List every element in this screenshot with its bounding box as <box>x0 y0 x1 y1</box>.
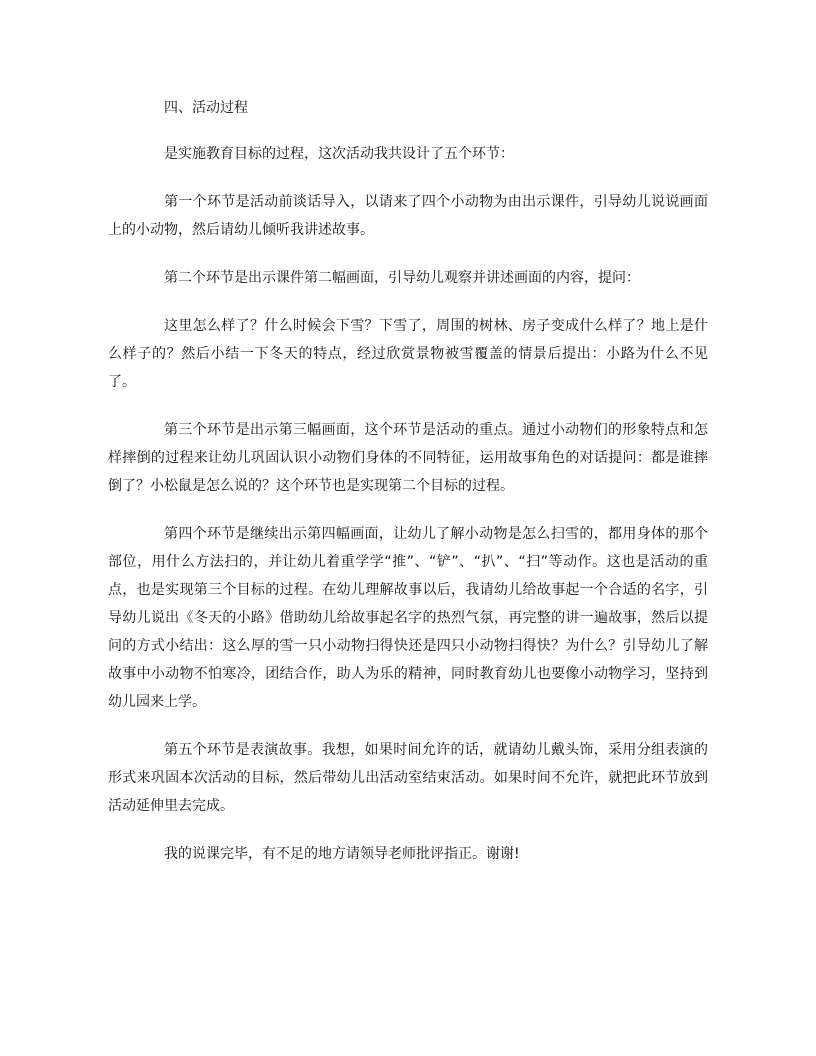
paragraph-intro: 是实施教育目标的过程，这次活动我共设计了五个环节： <box>164 146 514 162</box>
paragraph-step-five: 第五个环节是表演故事。我想，如果时间允许的话，就请幼儿戴头饰，采用分组表演的形式来巩固本次活动的目标，然后带幼儿出活动室结束活动。如果时间不允许，就把此环节放到活动延伸里去完成。 <box>108 742 708 814</box>
paragraph-step-two: 第二个环节是出示课件第二幅画面，引导幼儿观察并讲述画面的内容，提问： <box>164 270 640 286</box>
paragraph-questions: 这里怎么样了？什么时候会下雪？下雪了，周围的树林、房子变成什么样了？地上是什么样子的？然后小结一下冬天的特点，经过欣赏景物被雪覆盖的情景后提出：小路为什么不见了。 <box>108 318 708 390</box>
paragraph-step-four: 第四个环节是继续出示第四幅画面，让幼儿了解小动物是怎么扫雪的，都用身体的那个部位，用什么方法扫的，并让幼儿着重学学“推”、“铲”、“扒”、“扫”等动作。这也是活动的重点，也是实现第三个目标的过程。在幼儿理解故事以后，我请幼儿给故事起一个合适的名字，引导幼儿说出《冬天的小路》借助幼儿给故事起名字的热烈气氛，再完整的讲一遍故事，然后以提问的方式小结出：这么厚的雪一只小动物扫得快还是四只小动物扫得快？为什么？引导幼儿了解故事中小动物不怕寒冷，团结合作，助人为乐的精神，同时教育幼儿也要像小动物学习，坚持到幼儿园来上学。 <box>108 526 708 710</box>
paragraph-closing: 我的说课完毕，有不足的地方请领导老师批评指正。谢谢! <box>164 846 520 862</box>
paragraph-step-one: 第一个环节是活动前谈话导入，以请来了四个小动物为由出示课件，引导幼儿说说画面上的小动物，然后请幼儿倾听我讲述故事。 <box>108 194 708 238</box>
paragraph-step-three: 第三个环节是出示第三幅画面，这个环节是活动的重点。通过小动物们的形象特点和怎样摔倒的过程来让幼儿巩固认识小动物们身体的不同特征，运用故事角色的对话提问：都是谁摔倒了？小松鼠是怎么说的？这个环节也是实现第二个目标的过程。 <box>108 422 708 494</box>
document-body <box>108 94 708 888</box>
section-heading: 四、活动过程 <box>164 100 248 116</box>
